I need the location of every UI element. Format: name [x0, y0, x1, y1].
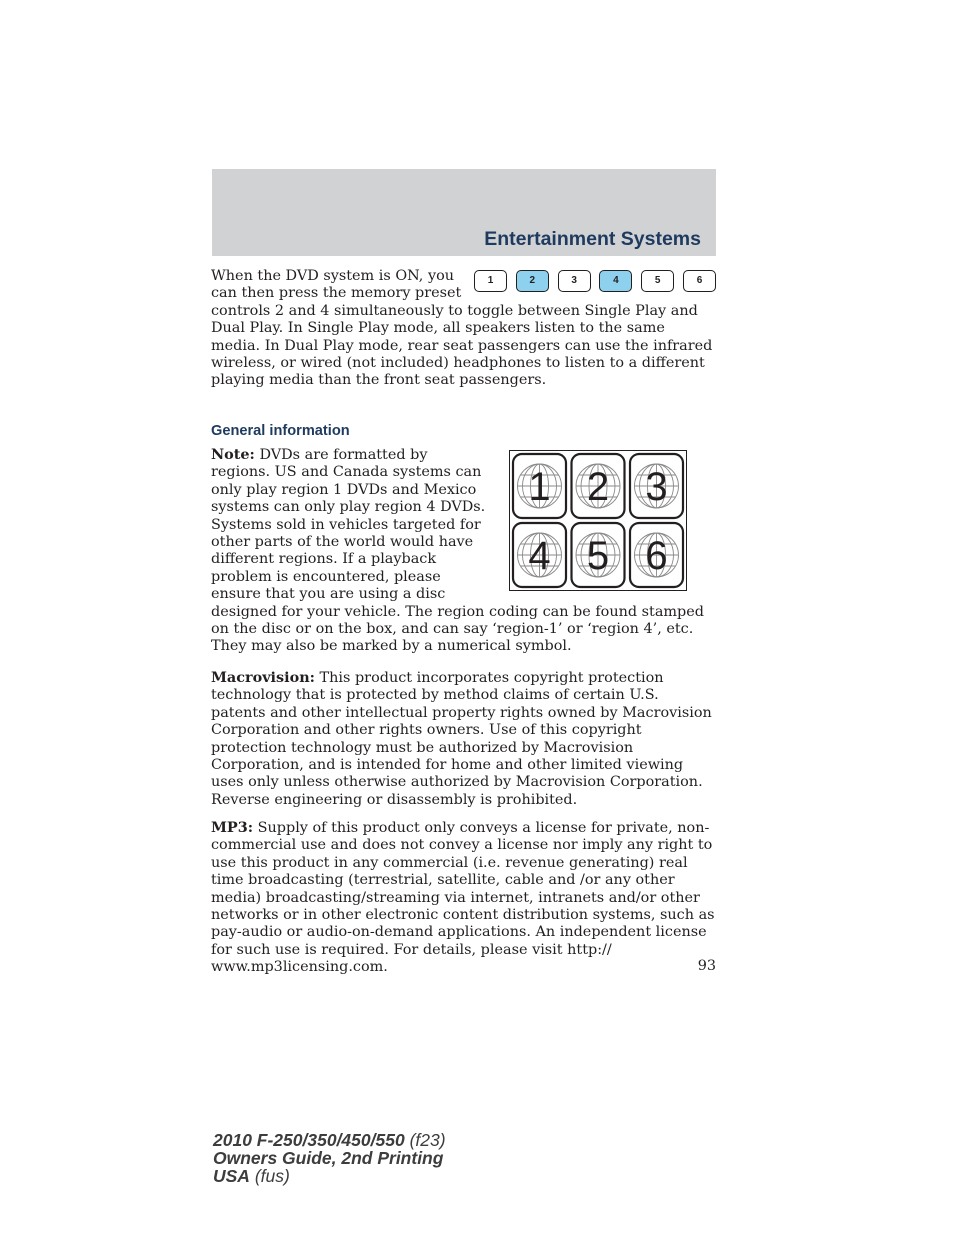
macrovision-label: Macrovision: [211, 669, 315, 686]
section-title: Entertainment Systems [484, 228, 701, 250]
general-information-heading: General information [211, 423, 350, 439]
preset-button-1: 1 [474, 270, 507, 292]
mp3-text: Supply of this product only conveys a license for private, non-commercial use and does not convey a license nor imply any right to use this product in any commercial (i.e. revenue generating) real time broadcasting (terrestrial, satellite, cable and /or any other media) broadcasting/streaming via internet, intranets and/or other networks or in other electronic content distribution systems, such as pay-audio or audio-on-demand applications. An independent license for such use is required. For details, please visit http:// www.mp3licensing.com. [211, 820, 715, 976]
preset-button-5: 5 [641, 270, 674, 292]
document-footer [213, 1131, 446, 1185]
preset-button-4: 4 [599, 270, 632, 292]
intro-paragraph [211, 268, 716, 390]
general-note-paragraph [211, 446, 716, 656]
region-number: 1 [528, 465, 551, 509]
region-5-icon [572, 523, 625, 587]
page-number: 93 [697, 958, 716, 974]
region-number: 5 [586, 534, 610, 578]
footer-model-line: 2010 F-250/350/450/550 (f23) [213, 1130, 446, 1150]
note-label: Note: [211, 446, 255, 463]
macrovision-text: This product incorporates copyright protection technology that is protected by method claims of certain U.S. patents and other intellectual property rights owned by Macrovision Corporation and other rights owners. Use of this copyright protection technology must be authorized by Macrovision Corporation, and is intended for home and other limited viewing uses only unless otherwise authorized by Macrovision Corporation. Reverse engineering or disassembly is prohibited. [211, 670, 712, 808]
region-codes-figure [509, 450, 687, 591]
region-6-icon [630, 523, 683, 587]
preset-button-2: 2 [516, 270, 549, 292]
intro-text: When the DVD system is ON, you can then press the memory preset controls 2 and 4 simultaneously to toggle between Single Play and Dual Play. In Single Play mode, all speakers listen to the same media. In Dual Play mode, rear seat passengers can use the infrared wireless, or wired (not included) headphones to listen to a different playing media than the front seat passengers. [211, 268, 713, 389]
mp3-paragraph [211, 819, 716, 977]
region-1-icon [513, 454, 566, 518]
footer-printing-line: Owners Guide, 2nd Printing [213, 1148, 444, 1168]
preset-button-6: 6 [683, 270, 716, 292]
region-4-icon [513, 523, 566, 587]
region-number: 2 [586, 465, 610, 509]
region-number: 3 [645, 465, 668, 509]
memory-preset-buttons [474, 270, 716, 296]
footer-market-line: USA (fus) [213, 1166, 290, 1186]
region-number: 4 [528, 534, 551, 578]
section-header-band [212, 169, 716, 256]
preset-button-3: 3 [558, 270, 591, 292]
macrovision-paragraph [211, 669, 716, 809]
region-2-icon [572, 454, 625, 518]
region-globe-icons [510, 451, 685, 589]
region-3-icon [630, 454, 683, 518]
note-text: DVDs are formatted by regions. US and Canada systems can only play region 1 DVDs and Mexico systems can only play region 4 DVDs. Systems sold in vehicles targeted for other parts of the world would have different regions. If a playback problem is encountered, please ensure that you are using a disc designed for your vehicle. The region coding can be found stamped on the disc or on the box, and can say ‘region-1’ or ‘region 4’, etc. They may also be marked by a numerical symbol. [211, 447, 704, 655]
region-number: 6 [645, 534, 668, 578]
mp3-label: MP3: [211, 819, 254, 836]
